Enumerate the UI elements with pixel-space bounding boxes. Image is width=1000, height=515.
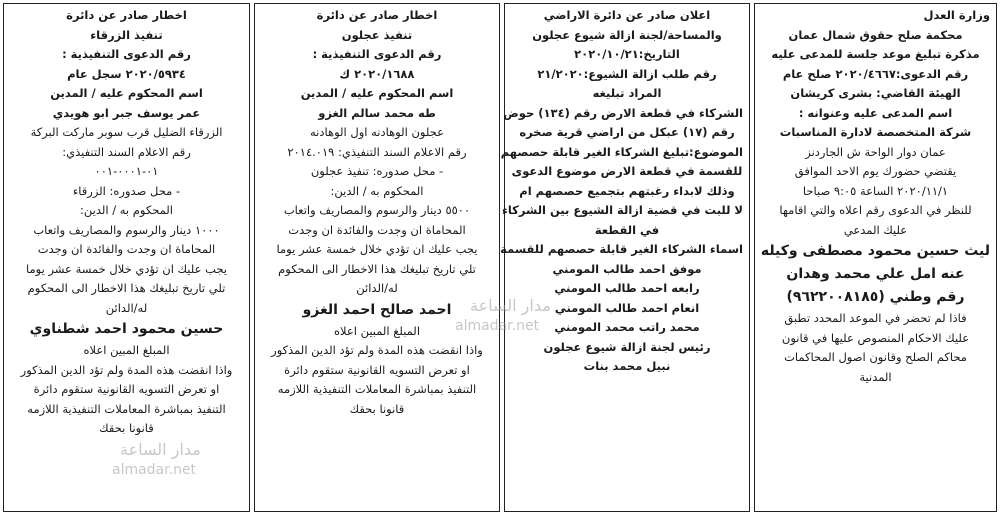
watermark-text: مدار الساعة: [470, 296, 551, 315]
notice-line: ٢٠٢٠/١٦٨٨ ك: [339, 66, 415, 81]
notice-line: عمر يوسف جبر ابو هويدي: [52, 105, 201, 120]
notice-line: لا للبت في قضية ازالة الشيوع بين الشركاء: [501, 203, 743, 217]
notice-line: الموضوع:تبليغ الشركاء الغير قابلة حصصهم: [500, 144, 743, 159]
notice-line: المبلغ المبين اعلاه: [83, 343, 170, 357]
notice-zarqa-execution: [3, 3, 250, 512]
notice-line: عليك المدعي: [843, 222, 908, 237]
notice-line: طه محمد سالم الغزو: [318, 105, 436, 120]
notice-line: احمد صالح احمد الغزو: [302, 301, 452, 318]
notice-line: المراد تبليغه: [592, 86, 662, 100]
notice-line: نبيل محمد بنات: [583, 359, 671, 373]
notice-line: رقم الاعلام السند التنفيذي:: [62, 144, 191, 159]
notice-line: للقسمة في قطعة الارض موضوع الدعوى: [511, 164, 743, 178]
notice-line: مذكرة تبليغ موعد جلسة للمدعى عليه: [771, 47, 980, 61]
notice-line: محمد راتب محمد المومني: [554, 320, 700, 334]
notice-line: تلي تاريخ تبليغك هذا الاخطار الى المحكوم: [27, 281, 226, 295]
notice-line: التاريخ:٢٠٢٠/١٠/٢١: [574, 47, 680, 61]
watermark-url: almadar.net: [455, 318, 540, 334]
notice-line: يجب عليك ان تؤدي خلال خمسة عشر يوما: [276, 242, 478, 256]
notice-line: ١٠٠٠ دينار والرسوم والمصاريف واتعاب: [33, 222, 220, 237]
notice-line: رقم وطني (٩٦٢٢٠٠٨١٨٥): [786, 289, 965, 305]
notice-line: رقم الاعلام السند التنفيذي: ٢٠١٤.٠١٩: [287, 144, 467, 159]
notice-line: يجب عليك ان تؤدي خلال خمسة عشر يوما: [25, 261, 228, 276]
notice-line: اسم المحكوم عليه / المدين: [50, 86, 203, 100]
notice-line: - محل صدوره: تنفيذ عجلون: [310, 164, 444, 178]
notice-line: موفق احمد طالب المومني: [552, 261, 702, 276]
notice-line: او تعرض التسويه القانونية ستقوم دائرة: [284, 362, 470, 377]
notice-line: يقتضي حضورك يوم الاحد الموافق: [794, 164, 957, 178]
notice-line: محكمة صلح حقوق شمال عمان: [788, 27, 963, 42]
notice-line: رقم (١٧) عبكل من اراضي قرية صخره: [519, 125, 735, 139]
notice-line: رئيس لجنة ازالة شيوع عجلون: [543, 339, 711, 354]
notice-line: له/الدائن: [105, 300, 148, 315]
notice-line: تنفيذ الزرقاء: [90, 27, 163, 42]
notice-line: اسماء الشركاء الغير قابلة حصصهم للقسمة: [500, 242, 743, 256]
watermark-text-2: مدار الساعة: [120, 440, 201, 459]
notice-line: المحكوم به / الدين:: [330, 183, 424, 198]
notice-line: وزارة العدل: [923, 8, 990, 22]
notice-line: ليث حسين محمود مصطفى وكيله: [760, 243, 990, 259]
notice-line: المحاماة ان وجدت والفائدة ان وجدت: [288, 222, 466, 237]
notice-line: وذلك لابداء رغبتهم بتجميع حصصهم ام: [519, 183, 735, 198]
notice-line: اخطار صادر عن دائرة: [316, 8, 438, 22]
notice-court-summons: [754, 3, 997, 512]
notice-line: المبلغ المبين اعلاه: [333, 323, 421, 338]
notice-line: محاكم الصلح وقانون اصول المحاكمات: [784, 350, 967, 364]
notice-line: رابعه احمد طالب المومني: [554, 281, 700, 295]
notice-line: رقم الدعوى التنفيذية :: [312, 47, 442, 61]
notice-line: في القطعة: [594, 222, 660, 237]
notice-line: تلي تاريخ تبليغك هذا الاخطار الى المحكوم: [278, 261, 476, 276]
notice-land-partition: [500, 3, 750, 512]
notice-line: قانونا بحقك: [349, 401, 405, 416]
notice-line: رقم طلب ازالة الشيوع:٢١/٢٠٢٠: [537, 66, 717, 81]
notice-line: المحكوم به / الدين:: [80, 203, 173, 217]
notice-ajloun-execution: [254, 3, 500, 512]
notice-line: شركة المتخصصة لادارة المناسبات: [779, 125, 972, 139]
notice-line: اسم المحكوم عليه / المدين: [300, 86, 454, 100]
notice-line: له/الدائن: [356, 281, 398, 295]
watermark-url-2: almadar.net: [112, 462, 197, 478]
notice-line: - محل صدوره: الزرقاء: [72, 183, 181, 198]
notice-line: الهيئة القاضي: بشرى كريشان: [790, 86, 961, 100]
notice-line: رقم الدعوى التنفيذية :: [62, 47, 191, 61]
notice-line: عليك الاحكام المنصوص عليها في قانون: [781, 330, 970, 345]
notice-line: عمان دوار الواحة ش الجاردنز: [805, 144, 946, 159]
notice-line: تنفيذ عجلون: [341, 27, 413, 42]
notice-line: ٢٠٢٠/١١/١ الساعة ٩:٠٥ صباحا: [802, 183, 949, 198]
notice-line: قانونا بحقك: [99, 421, 154, 435]
notice-line: ٥٥٠٠ دينار والرسوم والمصاريف واتعاب: [283, 203, 471, 217]
notice-line: عنه امل علي محمد وهدان: [786, 266, 965, 282]
notice-line: التنفيذ بمباشرة المعاملات التنفيذية اللازمه: [27, 401, 226, 416]
notice-line: عجلون الوهادنه اول الوهادنه: [310, 125, 444, 139]
notice-line: والمساحة/لجنة ازالة شيوع عجلون: [532, 27, 722, 42]
notice-line: واذا انقضت هذه المدة ولم تؤد الدين المذكور: [271, 343, 483, 357]
notice-line: ٠١-٠٠٠١-٠٠١: [94, 164, 159, 178]
notice-line: انعام احمد طالب المومني: [554, 300, 700, 315]
notice-line: المدنية: [859, 369, 892, 384]
notice-line: المحاماة ان وجدت والفائدة ان وجدت: [37, 242, 216, 256]
notice-line: ٢٠٢٠/٥٩٣٤ سجل عام: [67, 66, 186, 81]
notice-line: رقم الدعوى:٢٠٢٠/٤٦٦٧ صلح عام: [782, 66, 969, 81]
notice-line: اخطار صادر عن دائرة: [66, 8, 187, 22]
notice-line: الزرقاء الضليل قرب سوبر ماركت البركة: [30, 125, 223, 139]
notice-line: اسم المدعى عليه وعنوانه :: [798, 105, 953, 120]
notice-line: او تعرض التسويه القانونية ستقوم دائرة: [33, 382, 220, 396]
notice-line: فاذا لم تحضر في الموعد المحدد تطبق: [784, 311, 967, 325]
notice-line: التنفيذ بمباشرة المعاملات التنفيذية اللازمه: [277, 382, 477, 396]
notice-line: اعلان صادر عن دائرة الاراضي: [543, 8, 711, 22]
notice-line: حسين محمود احمد شطناوي: [29, 321, 224, 337]
notice-line: الشركاء في قطعة الارض رقم (١٣٤) حوض: [503, 105, 743, 120]
notice-line: واذا انقضت هذه المدة ولم تؤد الدين المذكور: [20, 362, 233, 377]
notice-line: للنظر في الدعوى رقم اعلاه والتي اقامها: [779, 203, 972, 217]
